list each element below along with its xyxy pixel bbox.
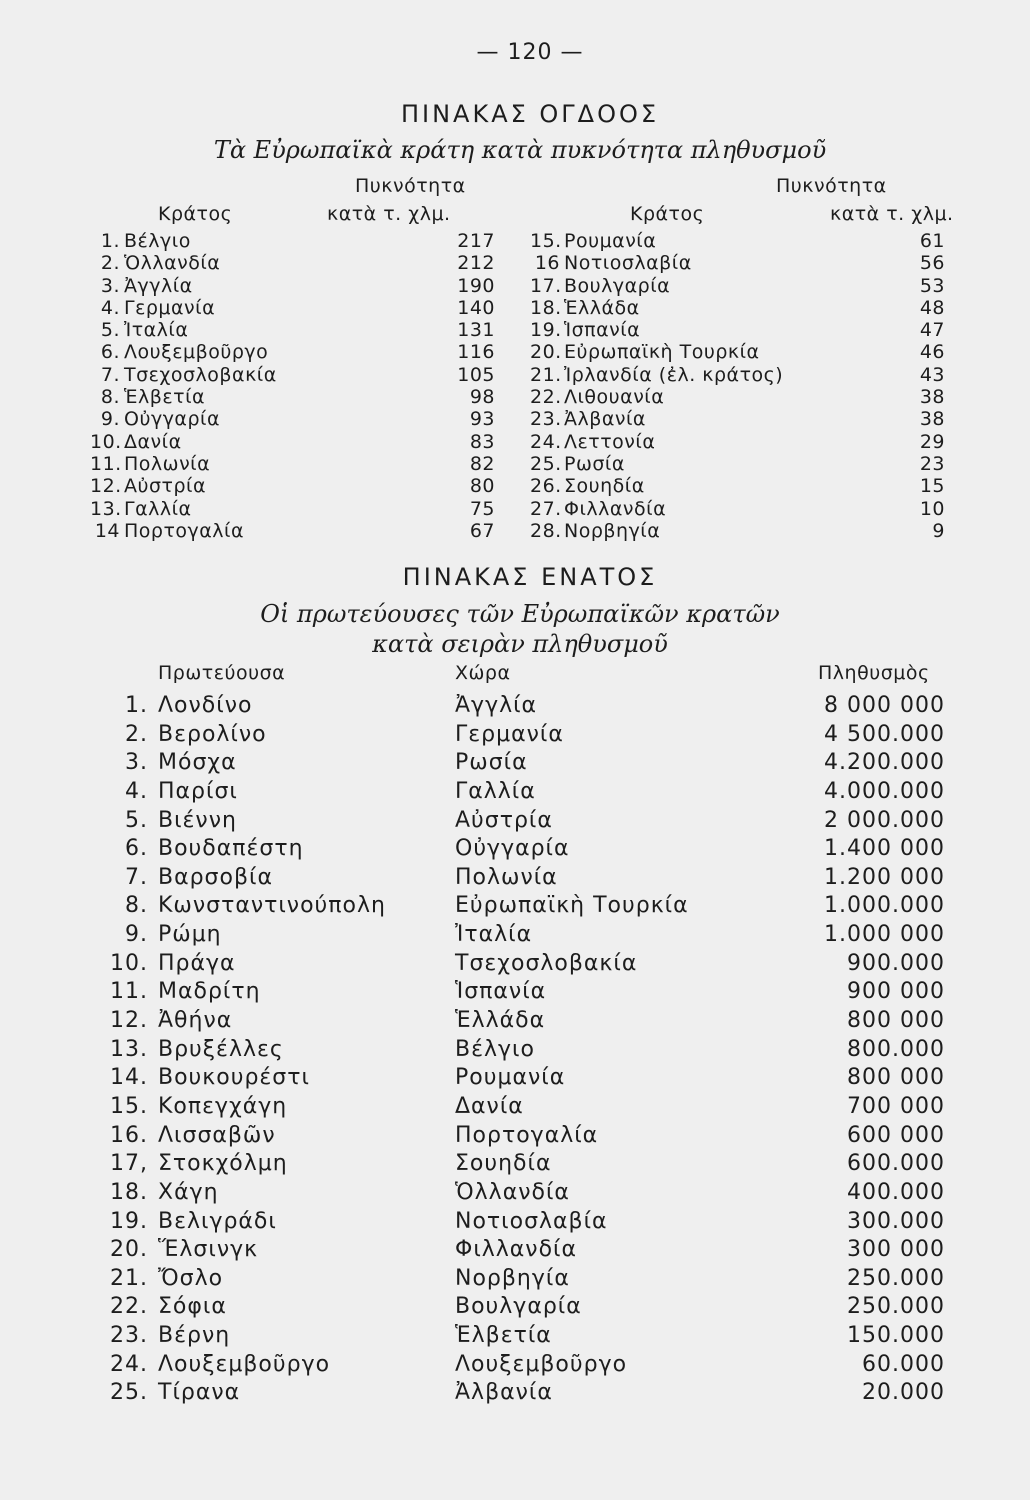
population-value: 2 000.000 <box>824 807 945 833</box>
capital-name: Βουκουρέστι <box>158 1065 310 1091</box>
row-number: 13. <box>110 1036 148 1062</box>
table-row <box>100 1293 945 1322</box>
table9-subtitle-line1: Οἱ πρωτεύουσες τῶν Εὐρωπαϊκῶν κρατῶν <box>260 600 780 628</box>
density-value: 212 <box>457 252 495 275</box>
population-value: 1.200 000 <box>824 864 945 890</box>
table9-country-header: Χώρα <box>455 662 511 684</box>
density-value: 48 <box>919 296 945 319</box>
country-name: Βουλγαρία <box>564 274 671 297</box>
row-number: 23. <box>530 408 562 431</box>
population-value: 1.000 000 <box>824 922 945 948</box>
table-row <box>100 1379 945 1408</box>
population-value: 60.000 <box>862 1351 945 1377</box>
density-value: 10 <box>919 497 945 520</box>
row-number: 1. <box>125 693 148 718</box>
country-name: Ρουμανία <box>564 230 657 252</box>
table-row <box>530 230 945 252</box>
table-row <box>100 864 945 893</box>
capital-name: Βελιγράδι <box>158 1208 277 1234</box>
row-number: 22. <box>110 1294 148 1320</box>
country-name: Εὐρωπαϊκὴ Τουρκία <box>564 341 760 364</box>
table-row <box>90 453 495 475</box>
table-row <box>100 1150 945 1179</box>
table-row <box>90 431 495 453</box>
row-number: 6. <box>125 836 148 862</box>
country-name: Ἑλβετία <box>124 386 206 409</box>
density-value: 131 <box>457 319 495 342</box>
table-row <box>100 1064 945 1093</box>
country-name: Ἑλβετία <box>455 1323 552 1349</box>
table8-left-density-header-2: κατὰ τ. χλμ. <box>327 203 451 225</box>
row-number: 27. <box>530 497 562 520</box>
country-name: Τσεχοσλοβακία <box>455 950 638 976</box>
row-number: 13. <box>90 497 122 520</box>
density-value: 82 <box>469 452 495 475</box>
population-value: 800 000 <box>847 1008 945 1034</box>
density-value: 15 <box>919 475 945 498</box>
table-row <box>100 835 945 864</box>
capital-name: Βρυξέλλες <box>158 1036 284 1062</box>
country-name: Δανία <box>455 1093 524 1119</box>
population-value: 4.000.000 <box>824 778 945 804</box>
table-row <box>90 386 495 408</box>
table9-list <box>100 692 945 1408</box>
population-value: 8 000 000 <box>824 693 945 718</box>
density-value: 105 <box>457 363 495 386</box>
table-row <box>100 692 945 721</box>
country-name: Ἀγγλία <box>455 693 538 718</box>
table-row <box>530 319 945 341</box>
row-number: 7. <box>100 363 120 386</box>
country-name: Αὐστρία <box>455 807 553 833</box>
density-value: 217 <box>457 230 495 252</box>
table-row <box>530 341 945 363</box>
row-number: 9. <box>125 922 148 948</box>
table-row <box>100 721 945 750</box>
density-value: 38 <box>919 408 945 431</box>
table9-capital-header: Πρωτεύουσα <box>158 662 286 684</box>
table-row <box>100 1236 945 1265</box>
row-number: 9. <box>100 408 120 431</box>
table8-right-density-header-2: κατὰ τ. χλμ. <box>830 203 954 225</box>
country-name: Νορβηγία <box>455 1265 570 1291</box>
table-row <box>100 1007 945 1036</box>
table-row <box>530 408 945 430</box>
population-value: 250.000 <box>847 1265 945 1291</box>
population-value: 700 000 <box>847 1093 945 1119</box>
country-name: Ὁλλανδία <box>124 252 221 275</box>
population-value: 900.000 <box>847 950 945 976</box>
row-number: 7. <box>125 864 148 890</box>
table8-right-state-header: Κράτος <box>630 203 705 225</box>
country-name: Βέλγιο <box>124 230 191 252</box>
capital-name: Λονδίνο <box>158 693 253 718</box>
table-row <box>100 892 945 921</box>
row-number: 14 <box>94 519 120 542</box>
country-name: Λεττονία <box>564 430 656 453</box>
country-name: Γερμανία <box>124 296 216 319</box>
capital-name: Βέρνη <box>158 1323 231 1349</box>
table-row <box>90 498 495 520</box>
table-row <box>530 386 945 408</box>
country-name: Πολωνία <box>455 864 558 890</box>
country-name: Νοτιοσλαβία <box>455 1208 608 1234</box>
country-name: Ἀλβανία <box>455 1380 553 1406</box>
capital-name: Ἀθήνα <box>158 1008 233 1034</box>
table-row <box>100 1179 945 1208</box>
density-value: 67 <box>469 519 495 542</box>
table-row <box>530 453 945 475</box>
table-row <box>100 1351 945 1380</box>
table-row <box>90 252 495 274</box>
table-row <box>100 1265 945 1294</box>
row-number: 10. <box>90 430 122 453</box>
population-value: 20.000 <box>862 1380 945 1406</box>
table-row <box>100 1122 945 1151</box>
country-name: Ἰρλανδία (ἐλ. κράτος) <box>564 363 784 386</box>
row-number: 3. <box>100 274 120 297</box>
row-number: 28. <box>530 519 562 542</box>
table9-subtitle-line2: κατὰ σειρὰν πληθυσμοῦ <box>372 630 668 658</box>
capital-name: Λουξεμβοῦργο <box>158 1351 331 1377</box>
density-value: 83 <box>469 430 495 453</box>
table-row <box>530 364 945 386</box>
capital-name: Ὄσλο <box>158 1265 224 1291</box>
capital-name: Σόφια <box>158 1294 227 1320</box>
capital-name: Χάγη <box>158 1179 219 1205</box>
country-name: Νορβηγία <box>564 519 661 542</box>
table8-right-list <box>530 230 945 542</box>
country-name: Φιλλανδία <box>564 497 667 520</box>
row-number: 14. <box>110 1065 148 1091</box>
density-value: 80 <box>469 475 495 498</box>
table-row <box>530 252 945 274</box>
table8-left-density-header-1: Πυκνότητα <box>355 175 466 197</box>
country-name: Δανία <box>124 430 182 453</box>
row-number: 8. <box>100 386 120 409</box>
table-row <box>530 475 945 497</box>
country-name: Ἀλβανία <box>564 408 646 431</box>
row-number: 26. <box>530 475 562 498</box>
density-value: 61 <box>919 230 945 252</box>
row-number: 1. <box>100 230 120 252</box>
country-name: Ἰταλία <box>455 922 533 948</box>
density-value: 47 <box>919 319 945 342</box>
country-name: Γερμανία <box>455 721 564 747</box>
row-number: 15. <box>530 230 562 252</box>
country-name: Ἱσπανία <box>455 979 547 1005</box>
population-value: 800 000 <box>847 1065 945 1091</box>
row-number: 23. <box>110 1323 148 1349</box>
capital-name: Μόσχα <box>158 750 237 776</box>
table-row <box>100 1093 945 1122</box>
capital-name: Βερολίνο <box>158 721 267 747</box>
density-value: 93 <box>469 408 495 431</box>
country-name: Βέλγιο <box>455 1036 535 1062</box>
country-name: Ἑλλάδα <box>455 1008 546 1034</box>
capital-name: Ἕλσινγκ <box>158 1237 259 1263</box>
row-number: 4. <box>100 296 120 319</box>
country-name: Ἑλλάδα <box>564 296 640 319</box>
table9-population-header: Πληθυσμὸς <box>818 662 930 684</box>
country-name: Εὐρωπαϊκὴ Τουρκία <box>455 893 689 919</box>
table-row <box>100 778 945 807</box>
table-row <box>530 498 945 520</box>
population-value: 4 500.000 <box>824 721 945 747</box>
table-row <box>90 520 495 542</box>
population-value: 250.000 <box>847 1294 945 1320</box>
table-row <box>90 475 495 497</box>
row-number: 15. <box>110 1093 148 1119</box>
row-number: 20. <box>110 1237 148 1263</box>
country-name: Ἱσπανία <box>564 319 641 342</box>
country-name: Οὐγγαρία <box>455 836 570 862</box>
row-number: 24. <box>530 430 562 453</box>
row-number: 11. <box>90 452 122 475</box>
row-number: 25. <box>110 1380 148 1406</box>
row-number: 18. <box>530 296 562 319</box>
country-name: Πολωνία <box>124 452 211 475</box>
table-row <box>530 431 945 453</box>
capital-name: Πράγα <box>158 950 236 976</box>
capital-name: Μαδρίτη <box>158 979 261 1005</box>
table-row <box>100 1036 945 1065</box>
row-number: 18. <box>110 1179 148 1205</box>
population-value: 300.000 <box>847 1208 945 1234</box>
population-value: 1.000.000 <box>824 893 945 919</box>
density-value: 75 <box>469 497 495 520</box>
country-name: Ρωσία <box>564 452 625 475</box>
capital-name: Κωνσταντινούπολη <box>158 893 386 919</box>
country-name: Νοτιοσλαβία <box>564 252 692 275</box>
row-number: 19. <box>110 1208 148 1234</box>
capital-name: Βιέννη <box>158 807 237 833</box>
population-value: 600 000 <box>847 1122 945 1148</box>
population-value: 150.000 <box>847 1323 945 1349</box>
table8-right-density-header-1: Πυκνότητα <box>776 175 887 197</box>
density-value: 23 <box>919 452 945 475</box>
density-value: 98 <box>469 386 495 409</box>
capital-name: Τίρανα <box>158 1380 241 1406</box>
table9-heading: ΠΙΝΑΚΑΣ ΕΝΑΤΟΣ <box>402 563 658 591</box>
table-row <box>100 1208 945 1237</box>
row-number: 21. <box>110 1265 148 1291</box>
population-value: 600.000 <box>847 1151 945 1177</box>
table-row <box>90 297 495 319</box>
table-row <box>90 275 495 297</box>
country-name: Λουξεμβοῦργο <box>455 1351 628 1377</box>
capital-name: Κοπεγχάγη <box>158 1093 288 1119</box>
row-number: 3. <box>125 750 148 776</box>
density-value: 140 <box>457 296 495 319</box>
row-number: 10. <box>110 950 148 976</box>
table-row <box>530 297 945 319</box>
table-row <box>100 807 945 836</box>
population-value: 800.000 <box>847 1036 945 1062</box>
density-value: 43 <box>919 363 945 386</box>
table-row <box>90 364 495 386</box>
row-number: 12. <box>110 1008 148 1034</box>
row-number: 12. <box>90 475 122 498</box>
table-row <box>90 319 495 341</box>
table-row <box>530 275 945 297</box>
page-number: — 120 — <box>476 40 584 65</box>
table-row <box>530 520 945 542</box>
density-value: 190 <box>457 274 495 297</box>
table-row <box>100 1322 945 1351</box>
row-number: 2. <box>100 252 120 275</box>
population-value: 900 000 <box>847 979 945 1005</box>
density-value: 9 <box>932 519 945 542</box>
country-name: Οὐγγαρία <box>124 408 220 431</box>
row-number: 22. <box>530 386 562 409</box>
row-number: 5. <box>125 807 148 833</box>
capital-name: Ρώμη <box>158 922 222 948</box>
table-row <box>90 341 495 363</box>
row-number: 6. <box>100 341 120 364</box>
country-name: Βουλγαρία <box>455 1294 582 1320</box>
country-name: Ἰταλία <box>124 319 189 342</box>
country-name: Αὐστρία <box>124 475 206 498</box>
row-number: 16. <box>110 1122 148 1148</box>
country-name: Ρωσία <box>455 750 528 776</box>
row-number: 17. <box>530 274 562 297</box>
row-number: 11. <box>110 979 148 1005</box>
country-name: Ρουμανία <box>455 1065 566 1091</box>
table-row <box>100 921 945 950</box>
population-value: 4.200.000 <box>824 750 945 776</box>
density-value: 56 <box>919 252 945 275</box>
country-name: Γαλλία <box>124 497 192 520</box>
capital-name: Λισσαβῶν <box>158 1122 276 1148</box>
population-value: 300 000 <box>847 1237 945 1263</box>
row-number: 20. <box>530 341 562 364</box>
country-name: Πορτογαλία <box>124 519 245 542</box>
capital-name: Στοκχόλμη <box>158 1151 288 1177</box>
table-row <box>90 408 495 430</box>
table8-left-list <box>90 230 495 542</box>
table8-subtitle: Τὰ Εὐρωπαϊκὰ κράτη κατὰ πυκνότητα πληθυσμοῦ <box>213 136 827 164</box>
density-value: 53 <box>919 274 945 297</box>
density-value: 116 <box>457 341 495 364</box>
country-name: Ἀγγλία <box>124 274 193 297</box>
row-number: 25. <box>530 452 562 475</box>
population-value: 1.400 000 <box>824 836 945 862</box>
table8-heading: ΠΙΝΑΚΑΣ ΟΓΔΟΟΣ <box>400 100 660 128</box>
density-value: 29 <box>919 430 945 453</box>
country-name: Γαλλία <box>455 778 536 804</box>
country-name: Σουηδία <box>564 475 645 498</box>
row-number: 19. <box>530 319 562 342</box>
row-number: 4. <box>125 778 148 804</box>
density-value: 46 <box>919 341 945 364</box>
country-name: Ὁλλανδία <box>455 1179 570 1205</box>
row-number: 8. <box>125 893 148 919</box>
population-value: 400.000 <box>847 1179 945 1205</box>
row-number: 5. <box>100 319 120 342</box>
country-name: Τσεχοσλοβακία <box>124 363 277 386</box>
row-number: 21. <box>530 363 562 386</box>
country-name: Λιθουανία <box>564 386 665 409</box>
row-number: 17, <box>110 1151 148 1177</box>
country-name: Πορτογαλία <box>455 1122 599 1148</box>
capital-name: Βουδαπέστη <box>158 836 304 862</box>
table-row <box>100 749 945 778</box>
country-name: Σουηδία <box>455 1151 552 1177</box>
country-name: Φιλλανδία <box>455 1237 577 1263</box>
table-row <box>100 978 945 1007</box>
table-row <box>90 230 495 252</box>
density-value: 38 <box>919 386 945 409</box>
table-row <box>100 950 945 979</box>
row-number: 16 <box>534 252 560 275</box>
row-number: 24. <box>110 1351 148 1377</box>
row-number: 2. <box>125 721 148 747</box>
capital-name: Παρίσι <box>158 778 238 804</box>
country-name: Λουξεμβοῦργο <box>124 341 269 364</box>
table8-left-state-header: Κράτος <box>158 203 233 225</box>
capital-name: Βαρσοβία <box>158 864 273 890</box>
